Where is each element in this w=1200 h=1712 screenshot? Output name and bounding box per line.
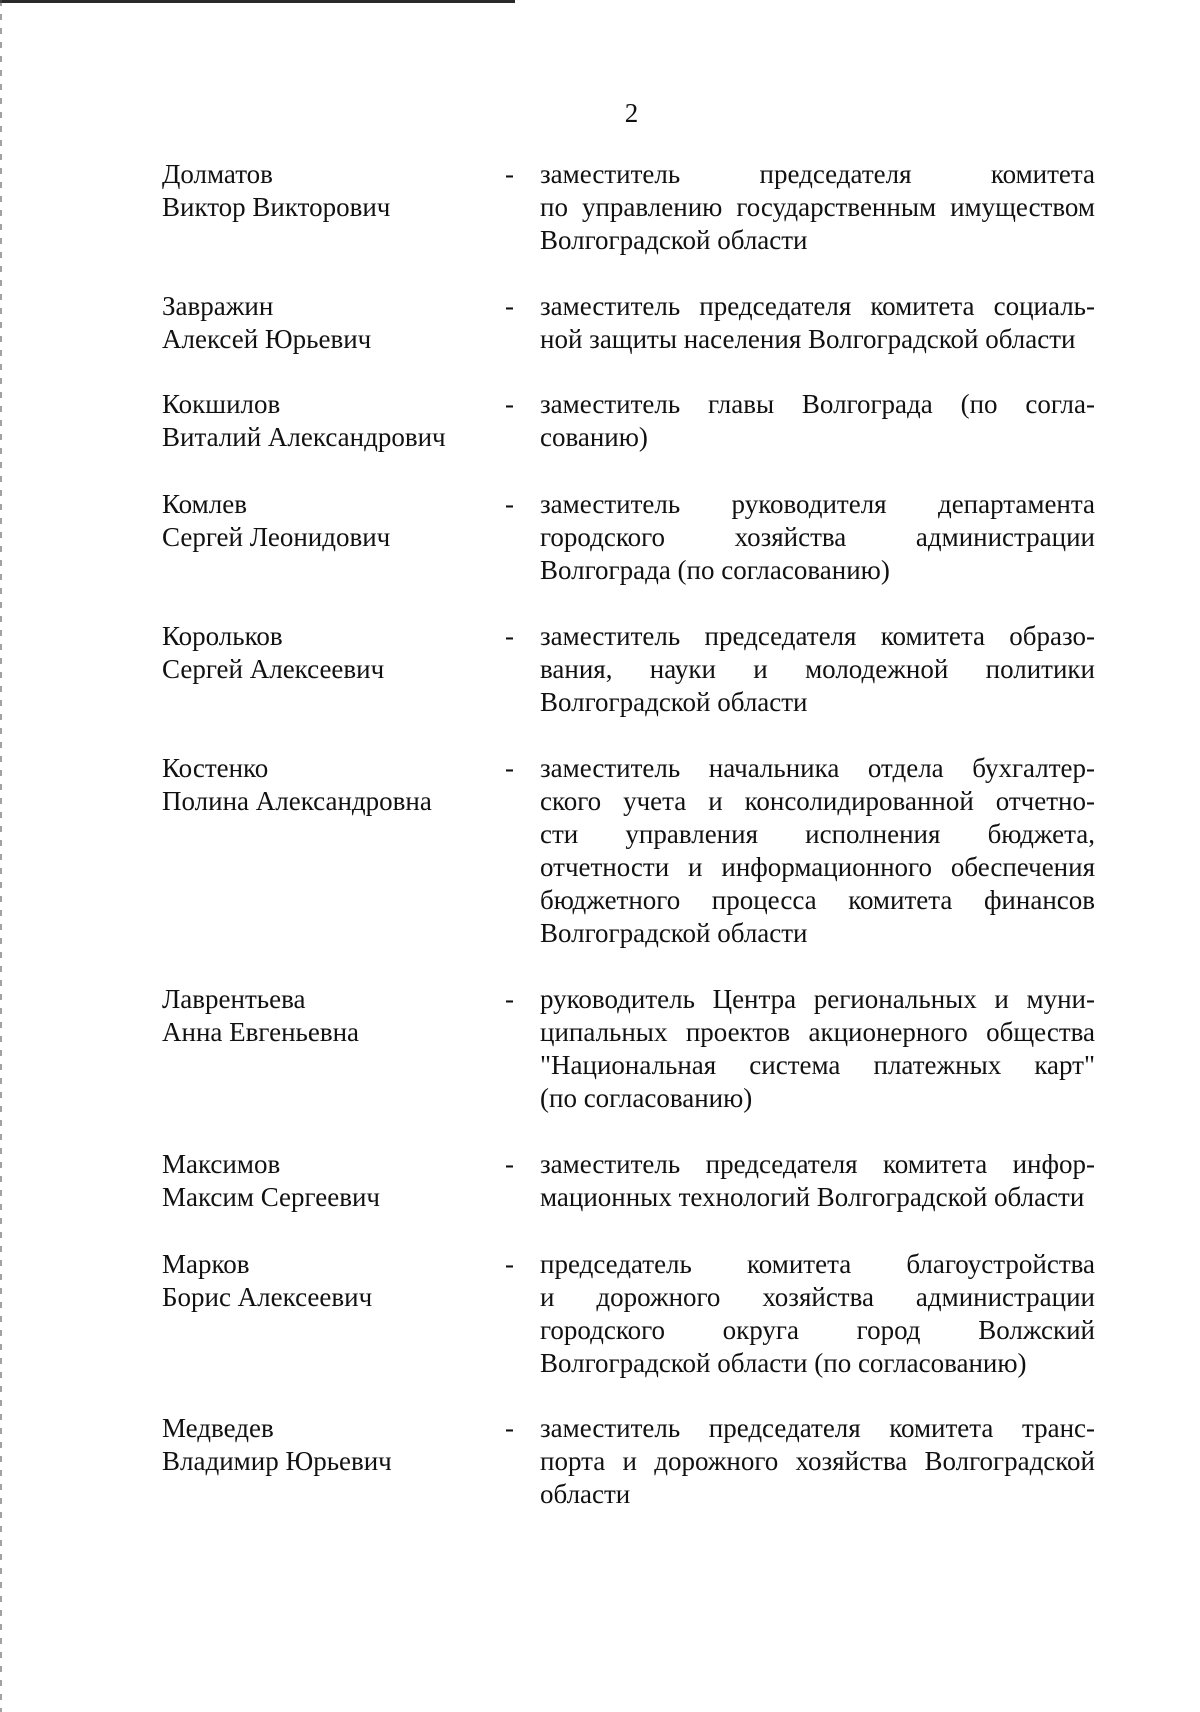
position-description	[540, 290, 1095, 356]
person-name	[162, 158, 502, 224]
person-name	[162, 1148, 502, 1214]
given-names: Алексей Юрьевич	[162, 324, 372, 354]
person-name	[162, 752, 502, 818]
position-line: вания, науки и молодежной политики	[540, 654, 1095, 684]
given-names: Виталий Александрович	[162, 422, 446, 452]
surname: Корольков	[162, 621, 283, 651]
given-names: Сергей Алексеевич	[162, 654, 385, 684]
separator-dash: -	[505, 159, 514, 189]
scan-edge-left	[0, 0, 2, 1712]
position-line: заместитель председателя комитета социаль-	[540, 291, 1095, 321]
position-line: Волгоградской области	[540, 687, 808, 717]
position-line: заместитель руководителя департамента	[540, 489, 1095, 519]
position-line: руководитель Центра региональных и муни-	[540, 984, 1095, 1014]
separator-dash: -	[505, 984, 514, 1014]
separator-dash: -	[505, 753, 514, 783]
position-description	[540, 488, 1095, 587]
scan-edge-top	[0, 0, 515, 3]
separator-dash: -	[505, 389, 514, 419]
position-description	[540, 752, 1095, 950]
position-description	[540, 158, 1095, 257]
surname: Медведев	[162, 1413, 274, 1443]
surname: Костенко	[162, 753, 269, 783]
position-line: по управлению государственным имуществом	[540, 192, 1095, 222]
given-names: Сергей Леонидович	[162, 522, 391, 552]
position-line: Волгоградской области (по согласованию)	[540, 1348, 1027, 1378]
position-description	[540, 388, 1095, 454]
person-name	[162, 290, 502, 356]
position-line: бюджетного процесса комитета финансов	[540, 885, 1095, 915]
person-name	[162, 1248, 502, 1314]
person-name	[162, 1412, 502, 1478]
position-line: ципальных проектов акционерного общества	[540, 1017, 1095, 1047]
position-description	[540, 1248, 1095, 1380]
person-name	[162, 388, 502, 454]
position-line: заместитель начальника отдела бухгалтер-	[540, 753, 1095, 783]
position-description	[540, 1148, 1095, 1214]
position-line: мационных технологий Волгоградской области	[540, 1182, 1085, 1212]
separator-dash: -	[505, 1149, 514, 1179]
position-line: городского хозяйства администрации	[540, 522, 1095, 552]
position-line: городского округа город Волжский	[540, 1315, 1095, 1345]
position-line: области	[540, 1479, 631, 1509]
position-line: "Национальная система платежных карт"	[540, 1050, 1095, 1080]
given-names: Борис Алексеевич	[162, 1282, 373, 1312]
position-line: сованию)	[540, 422, 648, 452]
position-line: заместитель председателя комитета образо-	[540, 621, 1095, 651]
separator-dash: -	[505, 621, 514, 651]
position-line: и дорожного хозяйства администрации	[540, 1282, 1095, 1312]
separator-dash: -	[505, 1413, 514, 1443]
surname: Марков	[162, 1249, 250, 1279]
position-description	[540, 983, 1095, 1115]
surname: Лаврентьева	[162, 984, 306, 1014]
surname: Комлев	[162, 489, 247, 519]
position-line: отчетности и информационного обеспечения	[540, 852, 1095, 882]
position-line: заместитель председателя комитета транс-	[540, 1413, 1095, 1443]
position-line: Волгограда (по согласованию)	[540, 555, 890, 585]
position-line: сти управления исполнения бюджета,	[540, 819, 1095, 849]
given-names: Виктор Викторович	[162, 192, 391, 222]
person-name	[162, 620, 502, 686]
position-line: ского учета и консолидированной отчетно-	[540, 786, 1095, 816]
position-line: Волгоградской области	[540, 225, 808, 255]
given-names: Анна Евгеньевна	[162, 1017, 360, 1047]
position-line: заместитель председателя комитета	[540, 159, 1095, 189]
position-line: председатель комитета благоустройства	[540, 1249, 1095, 1279]
position-line: заместитель председателя комитета инфор-	[540, 1149, 1095, 1179]
surname: Максимов	[162, 1149, 281, 1179]
position-line: порта и дорожного хозяйства Волгоградской	[540, 1446, 1095, 1476]
position-description	[540, 620, 1095, 719]
person-name	[162, 983, 502, 1049]
separator-dash: -	[505, 489, 514, 519]
given-names: Владимир Юрьевич	[162, 1446, 392, 1476]
position-line: (по согласованию)	[540, 1083, 753, 1113]
position-line: ной защиты населения Волгоградской области	[540, 324, 1076, 354]
position-line: заместитель главы Волгограда (по согла-	[540, 389, 1095, 419]
given-names: Полина Александровна	[162, 786, 432, 816]
page-number: 2	[624, 98, 639, 128]
surname: Кокшилов	[162, 389, 281, 419]
surname: Завражин	[162, 291, 274, 321]
separator-dash: -	[505, 1249, 514, 1279]
person-name	[162, 488, 502, 554]
position-description	[540, 1412, 1095, 1511]
separator-dash: -	[505, 291, 514, 321]
given-names: Максим Сергеевич	[162, 1182, 380, 1212]
surname: Долматов	[162, 159, 273, 189]
position-line: Волгоградской области	[540, 918, 808, 948]
